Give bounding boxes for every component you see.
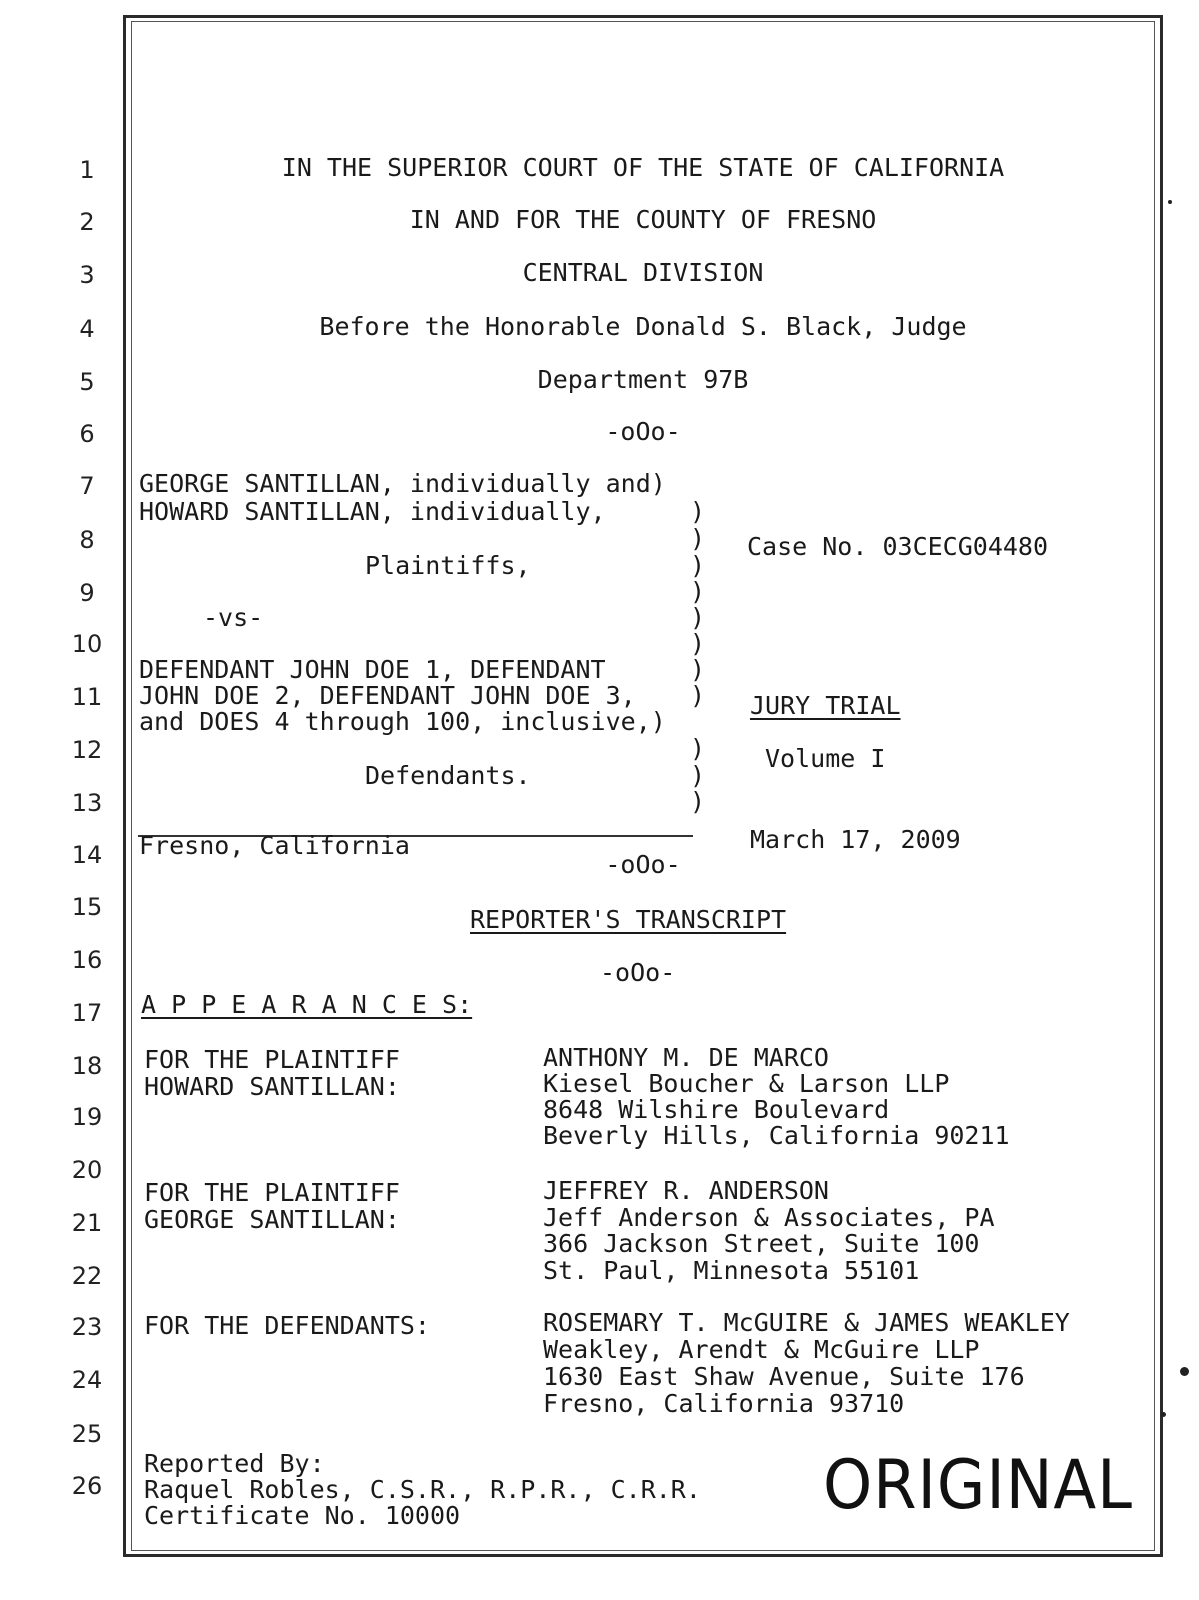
caption-paren: )	[690, 603, 706, 632]
line-number: 13	[71, 789, 103, 817]
versus: -vs-	[203, 603, 264, 632]
party-label: HOWARD SANTILLAN:	[144, 1072, 400, 1101]
punch-hole-mark	[1180, 1367, 1189, 1376]
plaintiff-line-1: GEORGE SANTILLAN, individually and)	[139, 469, 666, 498]
firm-street: 8648 Wilshire Boulevard	[543, 1095, 890, 1124]
line-number: 23	[71, 1313, 103, 1341]
line-number: 17	[71, 999, 103, 1027]
firm-city: St. Paul, Minnesota 55101	[543, 1256, 920, 1285]
department: Department 97B	[537, 365, 749, 394]
line-number: 5	[79, 368, 95, 396]
line-number: 3	[79, 261, 95, 289]
party-label: FOR THE PLAINTIFF	[144, 1178, 400, 1207]
attorney-name: JEFFREY R. ANDERSON	[543, 1176, 829, 1205]
line-number: 25	[71, 1420, 103, 1448]
line-number: 2	[79, 208, 95, 236]
line-number: 14	[71, 841, 103, 869]
party-label: GEORGE SANTILLAN:	[144, 1205, 400, 1234]
original-stamp: ORIGINAL	[823, 1446, 1133, 1525]
line-number: 19	[71, 1103, 103, 1131]
caption-paren: )	[690, 497, 706, 526]
line-number: 21	[71, 1209, 103, 1237]
appearances-heading: A P P E A R A N C E S:	[141, 990, 473, 1019]
line-number: 9	[79, 579, 95, 607]
separator: -oOo-	[605, 417, 681, 446]
line-number: 1	[79, 156, 95, 184]
attorney-name: ANTHONY M. DE MARCO	[543, 1043, 829, 1072]
defendants-label: Defendants.	[365, 761, 531, 790]
law-firm: Weakley, Arendt & McGuire LLP	[543, 1335, 980, 1364]
line-number: 24	[71, 1366, 103, 1394]
line-number: 7	[79, 472, 95, 500]
caption-paren: )	[690, 629, 706, 658]
case-number: Case No. 03CECG04480	[747, 532, 1049, 561]
firm-city: Beverly Hills, California 90211	[543, 1121, 1010, 1150]
line-number: 20	[71, 1156, 103, 1184]
firm-street: 1630 East Shaw Avenue, Suite 176	[543, 1362, 1025, 1391]
volume: Volume I	[765, 744, 886, 773]
reporter-name: Raquel Robles, C.S.R., R.P.R., C.R.R.	[144, 1475, 701, 1504]
line-number: 8	[79, 526, 95, 554]
defendant-line-1: DEFENDANT JOHN DOE 1, DEFENDANT	[139, 655, 606, 684]
caption-paren: )	[690, 655, 706, 684]
reported-by-label: Reported By:	[144, 1449, 325, 1478]
separator: -oOo-	[600, 958, 676, 987]
firm-city: Fresno, California 93710	[543, 1389, 905, 1418]
law-firm: Kiesel Boucher & Larson LLP	[543, 1069, 950, 1098]
attorney-name: ROSEMARY T. McGUIRE & JAMES WEAKLEY	[543, 1308, 1070, 1337]
line-number: 26	[71, 1472, 103, 1500]
scan-mark	[1161, 1412, 1166, 1417]
law-firm: Jeff Anderson & Associates, PA	[543, 1203, 995, 1232]
firm-street: 366 Jackson Street, Suite 100	[543, 1229, 980, 1258]
caption-paren: )	[690, 761, 706, 790]
caption-paren: )	[690, 734, 706, 763]
trial-date: March 17, 2009	[750, 825, 961, 854]
scan-mark	[1168, 200, 1172, 204]
line-number: 16	[71, 946, 103, 974]
plaintiffs-label: Plaintiffs,	[365, 551, 531, 580]
judge-name: Before the Honorable Donald S. Black, Judge	[319, 312, 967, 341]
party-label: FOR THE DEFENDANTS:	[144, 1311, 430, 1340]
line-number: 10	[71, 630, 103, 658]
transcript-title: REPORTER'S TRANSCRIPT	[470, 905, 787, 934]
line-number: 18	[71, 1052, 103, 1080]
certificate-number: Certificate No. 10000	[144, 1501, 461, 1530]
line-number: 4	[79, 315, 95, 343]
line-number: 11	[71, 683, 103, 711]
party-label: FOR THE PLAINTIFF	[144, 1045, 400, 1074]
line-number: 12	[71, 736, 103, 764]
caption-paren: )	[690, 551, 706, 580]
plaintiff-line-2: HOWARD SANTILLAN, individually,	[139, 497, 606, 526]
trial-type: JURY TRIAL	[750, 691, 901, 720]
line-number: 22	[71, 1262, 103, 1290]
county-name: IN AND FOR THE COUNTY OF FRESNO	[409, 205, 877, 234]
caption-paren: )	[690, 524, 706, 553]
location: Fresno, California	[139, 831, 410, 860]
line-number: 6	[79, 420, 95, 448]
caption-paren: )	[690, 577, 706, 606]
separator: -oOo-	[605, 850, 681, 879]
defendant-line-2: JOHN DOE 2, DEFENDANT JOHN DOE 3,	[139, 681, 636, 710]
defendant-line-3: and DOES 4 through 100, inclusive,)	[139, 707, 666, 736]
caption-paren: )	[690, 787, 706, 816]
line-number: 15	[71, 893, 103, 921]
court-name: IN THE SUPERIOR COURT OF THE STATE OF CALIFORNIA	[281, 153, 1005, 182]
division-name: CENTRAL DIVISION	[522, 258, 764, 287]
caption-paren: )	[690, 681, 706, 710]
